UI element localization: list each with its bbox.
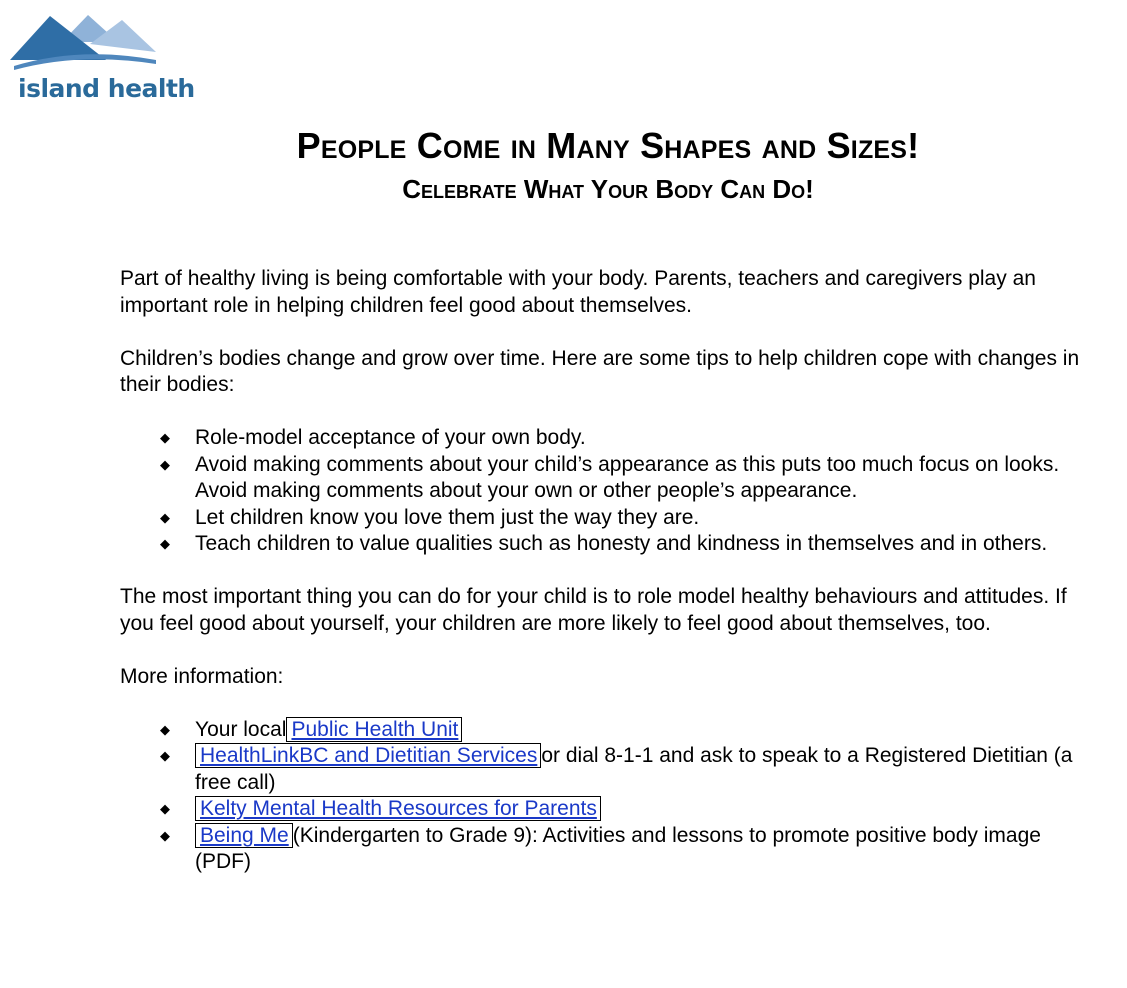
resource-after-text: (Kindergarten to Grade 9): Activities and lessons to promote positive body image (PDF) bbox=[195, 823, 1041, 873]
role-model-paragraph: The most important thing you can do for your child is to role model healthy behaviours and attitudes. If you feel good about yourself, your children are more likely to feel good about themselves, too. bbox=[120, 585, 1067, 635]
kelty-mental-health-link[interactable]: Kelty Mental Health Resources for Parents bbox=[195, 796, 601, 821]
bullet-icon: ◆ bbox=[160, 430, 170, 445]
list-item bbox=[120, 425, 1080, 452]
bullet-icon: ◆ bbox=[160, 801, 170, 816]
list-item bbox=[120, 531, 1080, 558]
tip-text: Avoid making comments about your child’s appearance as this puts too much focus on looks. Avoid making comments about your own or other people’s appearance. bbox=[195, 452, 1060, 502]
more-info-label: More information: bbox=[120, 664, 284, 688]
document-body bbox=[120, 266, 1080, 902]
list-item bbox=[120, 796, 1080, 823]
list-item bbox=[120, 505, 1080, 532]
tips-intro-paragraph: Children’s bodies change and grow over time. Here are some tips to help children cope with changes in their bodies: bbox=[120, 346, 1080, 396]
list-item bbox=[120, 717, 1080, 744]
list-item bbox=[120, 823, 1080, 876]
list-item bbox=[120, 743, 1080, 796]
tips-list bbox=[120, 425, 1080, 558]
resource-before-text: Your local bbox=[195, 717, 287, 741]
resources-list bbox=[120, 717, 1080, 876]
list-item bbox=[120, 452, 1080, 505]
resource-after-text: or dial 8-1-1 and ask to speak to a Registered Dietitian (a free call) bbox=[195, 744, 1073, 794]
bullet-icon: ◆ bbox=[160, 748, 170, 763]
page-subtitle: Celebrate What Your Body Can Do! bbox=[402, 174, 814, 204]
being-me-link[interactable]: Being Me bbox=[195, 823, 293, 848]
logo-text: island health bbox=[18, 74, 195, 103]
mountains-icon bbox=[10, 12, 160, 74]
bullet-icon: ◆ bbox=[160, 827, 170, 843]
page-title: People Come in Many Shapes and Sizes! bbox=[296, 125, 920, 166]
island-health-logo bbox=[10, 12, 195, 104]
bullet-icon: ◆ bbox=[160, 721, 170, 737]
tip-text: Teach children to value qualities such as honesty and kindness in themselves and in others. bbox=[195, 532, 1048, 555]
healthlinkbc-link[interactable]: HealthLinkBC and Dietitian Services bbox=[195, 743, 541, 768]
bullet-icon: ◆ bbox=[160, 456, 170, 472]
public-health-unit-link[interactable]: Public Health Unit bbox=[286, 717, 462, 742]
intro-paragraph: Part of healthy living is being comfortable with your body. Parents, teachers and caregivers play an important role in helping children feel good about themselves. bbox=[120, 267, 1036, 317]
bullet-icon: ◆ bbox=[160, 536, 170, 551]
bullet-icon: ◆ bbox=[160, 509, 170, 525]
tip-text: Let children know you love them just the way they are. bbox=[195, 505, 700, 529]
tip-text: Role-model acceptance of your own body. bbox=[195, 426, 586, 449]
